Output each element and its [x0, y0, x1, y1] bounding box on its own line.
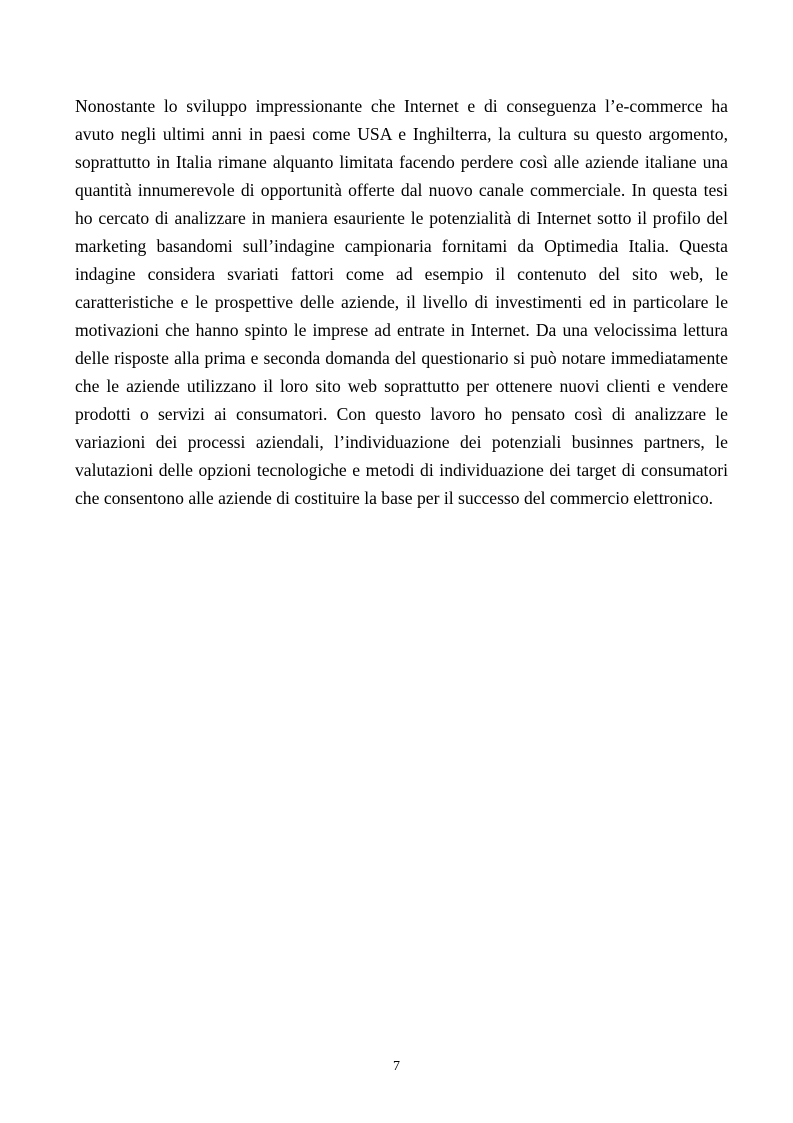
page-number: 7: [393, 1059, 400, 1074]
body-paragraph: Nonostante lo sviluppo impressionante che Internet e di conseguenza l’e-commerce ha avuto negli ultimi anni in paesi come USA e Inghilterra, la cultura su questo argomento, soprattutto in Italia rimane alquanto limitata facendo perdere così alle aziende italiane una quantità innumerevole di opportunità offerte dal nuovo canale commerciale. In questa tesi ho cercato di analizzare in maniera esauriente le potenzialità di Internet sotto il profilo del marketing basandomi sull’indagine campionaria fornitami da Optimedia Italia. Questa indagine considera svariati fattori come ad esempio il contenuto del sito web, le caratteristiche e le prospettive delle aziende, il livello di investimenti ed in particolare le motivazioni che hanno spinto le imprese ad entrate in Internet. Da una velocissima lettura delle risposte alla prima e seconda domanda del questionario si può notare immediatamente che le aziende utilizzano il loro sito web soprattutto per ottenere nuovi clienti e vendere prodotti o servizi ai consumatori. Con questo lavoro ho pensato così di analizzare le variazioni dei processi aziendali, l’individuazione dei potenziali businnes partners, le valutazioni delle opzioni tecnologiche e metodi di individuazione dei target di consumatori che consentono alle aziende di costituire la base per il successo del commercio elettronico.: [75, 96, 728, 508]
